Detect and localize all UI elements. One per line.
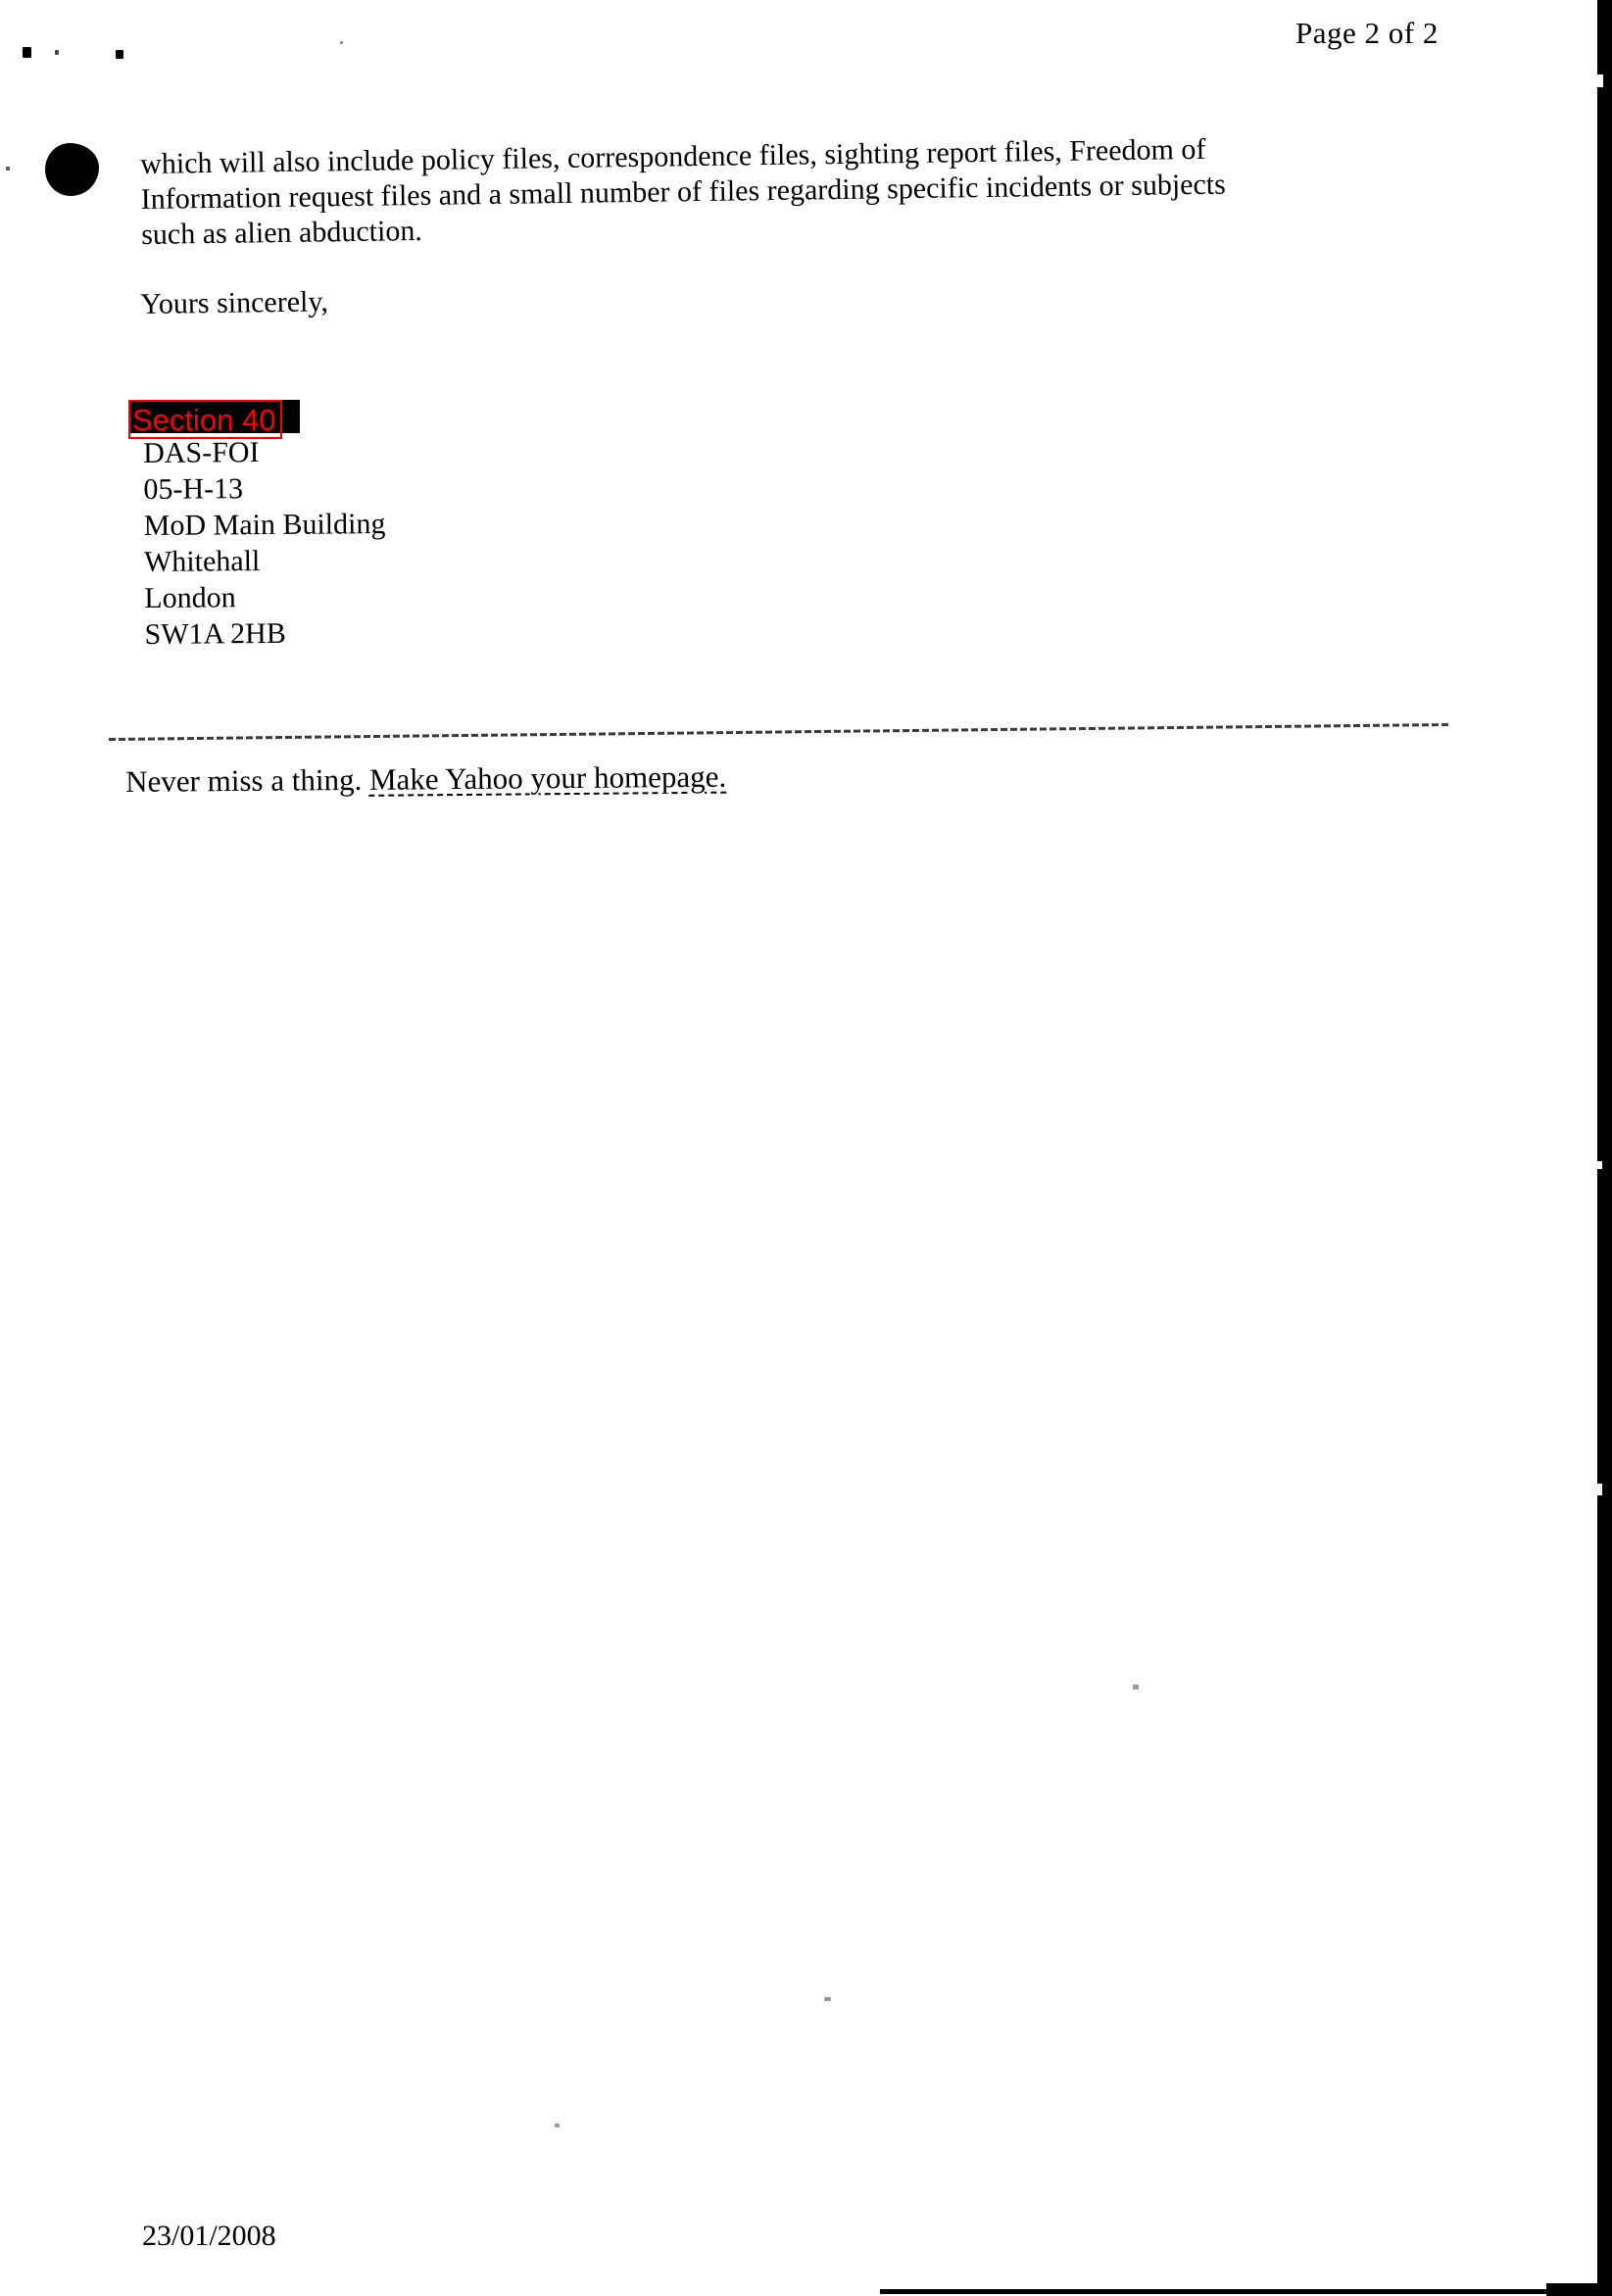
scan-edge-nub — [1546, 2283, 1612, 2296]
address-block — [143, 433, 386, 653]
email-footer-promo — [125, 757, 726, 802]
address-line: Whitehall — [143, 545, 261, 578]
scan-speck — [555, 2124, 560, 2127]
scan-speck — [55, 50, 59, 55]
scan-edge-notch — [1597, 74, 1603, 87]
body-paragraph — [140, 129, 1376, 253]
redaction-label: Section 40 — [132, 403, 276, 437]
redaction-frame — [128, 400, 282, 439]
scan-speck — [6, 167, 10, 171]
scan-speck — [824, 1997, 831, 2001]
closing-salutation: Yours sincerely, — [140, 285, 329, 320]
scan-edge-notch — [1597, 1161, 1602, 1169]
paragraph-line: such as alien abduction. — [141, 214, 423, 251]
page-number: Page 2 of 2 — [1295, 16, 1439, 50]
scan-speck — [116, 50, 123, 59]
paragraph-line: which will also include policy files, correspondence files, sighting report files, Freedom of — [140, 132, 1206, 180]
scan-edge-bar-right — [1597, 0, 1612, 2296]
address-line: MoD Main Building — [143, 508, 386, 542]
hole-punch-mark — [45, 143, 99, 196]
address-line: SW1A 2HB — [144, 616, 286, 651]
scan-speck — [23, 47, 31, 58]
address-line: DAS-FOI — [143, 436, 260, 469]
date-stamp: 23/01/2008 — [142, 2220, 276, 2252]
separator-line — [109, 723, 1449, 741]
promo-text: Never miss a thing. — [125, 761, 370, 799]
scan-speck — [1133, 1685, 1139, 1689]
address-line: 05-H-13 — [143, 472, 244, 506]
scan-edge-notch — [1597, 1484, 1602, 1495]
scan-edge-line-bottom — [880, 2289, 1612, 2294]
scan-speck — [340, 41, 343, 44]
paragraph-line: Information request files and a small number of files regarding specific incidents or subjects — [140, 168, 1227, 216]
promo-link[interactable]: Make Yahoo your homepage. — [368, 758, 727, 797]
address-line: London — [144, 581, 236, 614]
redaction-box — [128, 400, 300, 437]
